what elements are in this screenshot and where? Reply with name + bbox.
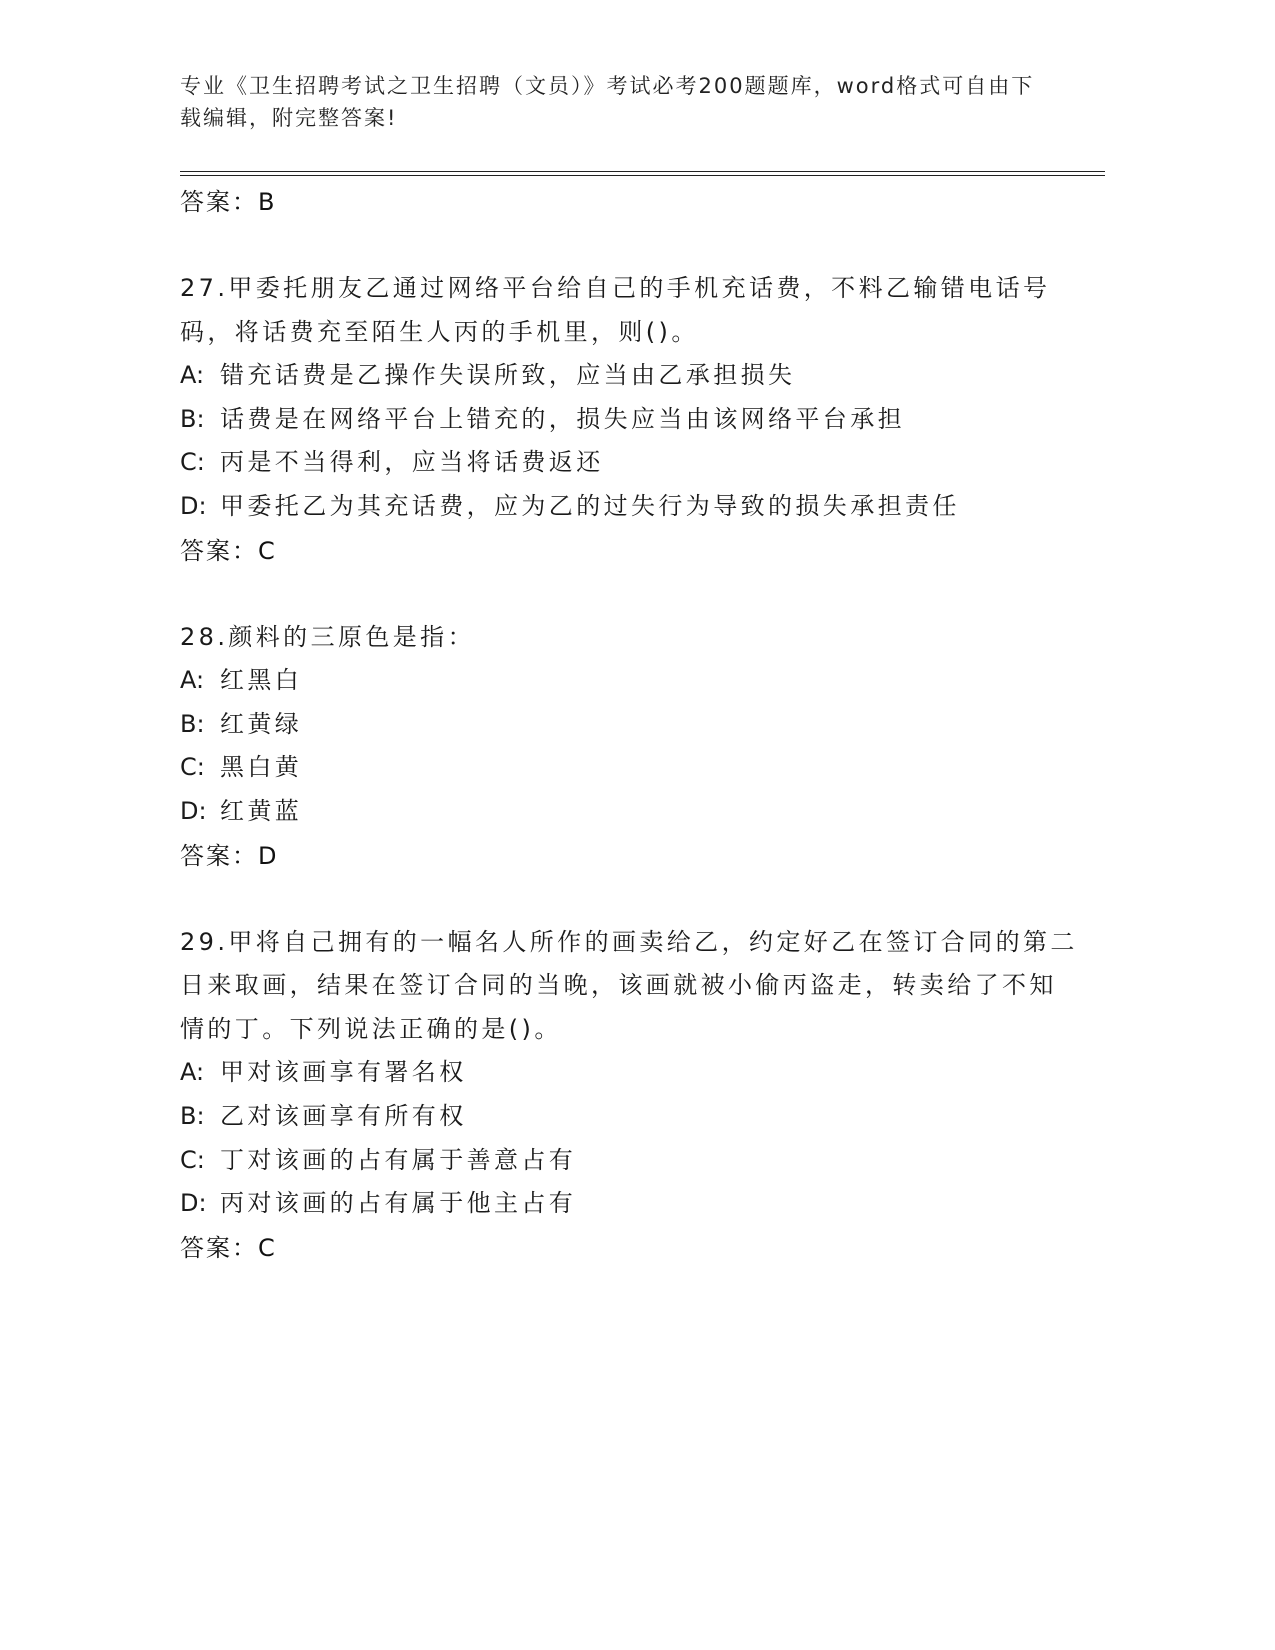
- question-option: [180, 1095, 1080, 1139]
- question-option: [180, 1051, 1080, 1095]
- option-text: 乙对该画享有所有权: [220, 1101, 467, 1130]
- option-text: 红黄绿: [220, 709, 303, 738]
- question-stem: 29.甲将自己拥有的一幅名人所作的画卖给乙，约定好乙在签订合同的第二日来取画，结果在签订合同的当晚，该画就被小偷丙盗走，转卖给了不知情的丁。下列说法正确的是()。: [180, 927, 1078, 1043]
- option-letter: C:: [180, 753, 205, 782]
- question-stem: 27.甲委托朋友乙通过网络平台给自己的手机充话费，不料乙输错电话号码，将话费充至陌生人丙的手机里，则()。: [180, 274, 1051, 346]
- question-block: [180, 616, 1080, 878]
- option-letter: C:: [180, 1145, 205, 1174]
- answer-label: 答案：: [180, 536, 258, 565]
- option-text: 甲对该画享有署名权: [220, 1058, 467, 1087]
- option-text: 红黄蓝: [220, 796, 303, 825]
- question-option: [180, 1139, 1080, 1183]
- question-option: [180, 1182, 1080, 1226]
- option-text: 错充话费是乙操作失误所致，应当由乙承担损失: [220, 361, 796, 390]
- header-divider-bottom: [180, 175, 1105, 176]
- option-letter: D:: [180, 1189, 207, 1218]
- question-option: [180, 354, 1080, 398]
- option-text: 黑白黄: [220, 753, 303, 782]
- answer-label: 答案：: [180, 841, 258, 870]
- document-header: [180, 70, 1040, 134]
- question-stem: 28.颜料的三原色是指：: [180, 622, 475, 651]
- question-option: [180, 703, 1080, 747]
- option-letter: A:: [180, 1058, 205, 1087]
- answer-value: D: [258, 841, 278, 870]
- option-letter: A:: [180, 361, 205, 390]
- option-letter: B:: [180, 404, 205, 433]
- option-letter: D:: [180, 796, 207, 825]
- option-letter: C:: [180, 448, 205, 477]
- option-text: 丙是不当得利，应当将话费返还: [220, 448, 604, 477]
- question-option: [180, 790, 1080, 834]
- option-text: 丙对该画的占有属于他主占有: [220, 1189, 577, 1218]
- option-text: 红黑白: [220, 666, 303, 695]
- option-text: 丁对该画的占有属于善意占有: [220, 1145, 577, 1174]
- question-option: [180, 441, 1080, 485]
- answer-line: [180, 1226, 1080, 1270]
- option-letter: D:: [180, 491, 207, 520]
- option-letter: B:: [180, 709, 205, 738]
- answer-value: C: [258, 1233, 276, 1262]
- option-text: 甲委托乙为其充话费，应为乙的过失行为导致的损失承担责任: [220, 491, 960, 520]
- question-option: [180, 398, 1080, 442]
- header-divider-top: [180, 171, 1105, 172]
- header-text: 专业《卫生招聘考试之卫生招聘（文员）》考试必考200题题库，word格式可自由下载编辑，附完整答案!: [180, 74, 1035, 130]
- question-content: [180, 180, 1080, 1270]
- question-block: [180, 267, 1080, 573]
- answer-line: [180, 529, 1080, 573]
- answer-label: 答案：: [180, 188, 258, 216]
- answer-line: [180, 180, 1080, 224]
- option-text: 话费是在网络平台上错充的，损失应当由该网络平台承担: [220, 404, 905, 433]
- answer-line: [180, 834, 1080, 878]
- question-block: [180, 921, 1080, 1270]
- option-letter: B:: [180, 1101, 205, 1130]
- option-letter: A:: [180, 666, 205, 695]
- answer-value: C: [258, 536, 276, 565]
- question-option: [180, 746, 1080, 790]
- answer-label: 答案：: [180, 1233, 258, 1262]
- question-option: [180, 485, 1080, 529]
- question-option: [180, 659, 1080, 703]
- answer-value: B: [258, 188, 276, 216]
